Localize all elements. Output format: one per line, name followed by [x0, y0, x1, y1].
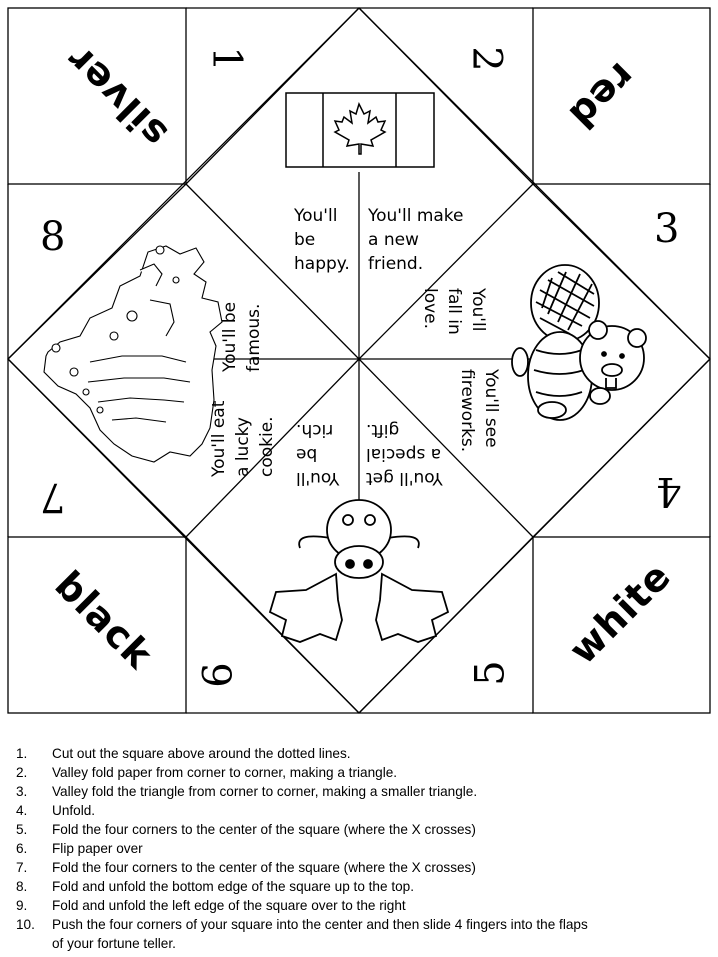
number-3: 3	[654, 206, 680, 252]
instruction-step: 9. Fold and unfold the left edge of the square over to the right	[16, 898, 406, 913]
number-8: 8	[40, 214, 66, 260]
instruction-step: 4. Unfold.	[16, 803, 96, 818]
canada-flag-picture	[286, 93, 434, 167]
color-label-silver: silver	[57, 37, 176, 156]
instruction-step: 3. Valley fold the triangle from corner to corner, making a smaller triangle.	[16, 784, 478, 799]
instructions-list	[0, 744, 718, 953]
fortune-fireworks: You'll see fireworks.	[457, 369, 501, 453]
instruction-step: 5. Fold the four corners to the center of the square (where the X crosses)	[16, 822, 476, 837]
number-1: 1	[203, 46, 250, 72]
number-4: 4	[656, 468, 682, 514]
instruction-step: 2. Valley fold paper from corner to corner, making a triangle.	[16, 765, 398, 780]
instruction-step: 10. Push the four corners of your square into the center and then slide 4 fingers into the flaps of your fortune teller.	[16, 917, 588, 951]
fortune-famous: You'll be famous.	[220, 301, 264, 372]
color-label-white: white	[560, 553, 680, 673]
moose-picture	[270, 500, 448, 642]
canada-map-picture	[44, 246, 222, 462]
color-label-red: red	[560, 54, 644, 138]
number-5: 5	[467, 660, 514, 686]
instruction-step: 7. Fold the four corners to the center of the square (where the X crosses)	[16, 860, 476, 875]
fortune-cookie: You'll eat a lucky cookie.	[209, 400, 277, 477]
fortune-rich: You'll be rich.	[296, 420, 340, 488]
instruction-step: 8. Fold and unfold the bottom edge of the square up to the top.	[16, 879, 415, 894]
number-6: 6	[195, 662, 242, 688]
instruction-step: 1. Cut out the square above around the dotted lines.	[16, 746, 351, 761]
instruction-step: 6. Flip paper over	[16, 841, 143, 856]
fortune-love: You'll fall in love.	[420, 288, 488, 335]
number-2: 2	[463, 46, 510, 72]
color-label-black: black	[46, 562, 162, 678]
fortune-happy: You'll be happy.	[294, 206, 350, 274]
fortune-new-friend: You'll make a new friend.	[368, 206, 464, 274]
number-7: 7	[40, 474, 66, 520]
fortune-gift: You'll get a special gift.	[366, 420, 443, 488]
beaver-picture	[512, 265, 646, 420]
